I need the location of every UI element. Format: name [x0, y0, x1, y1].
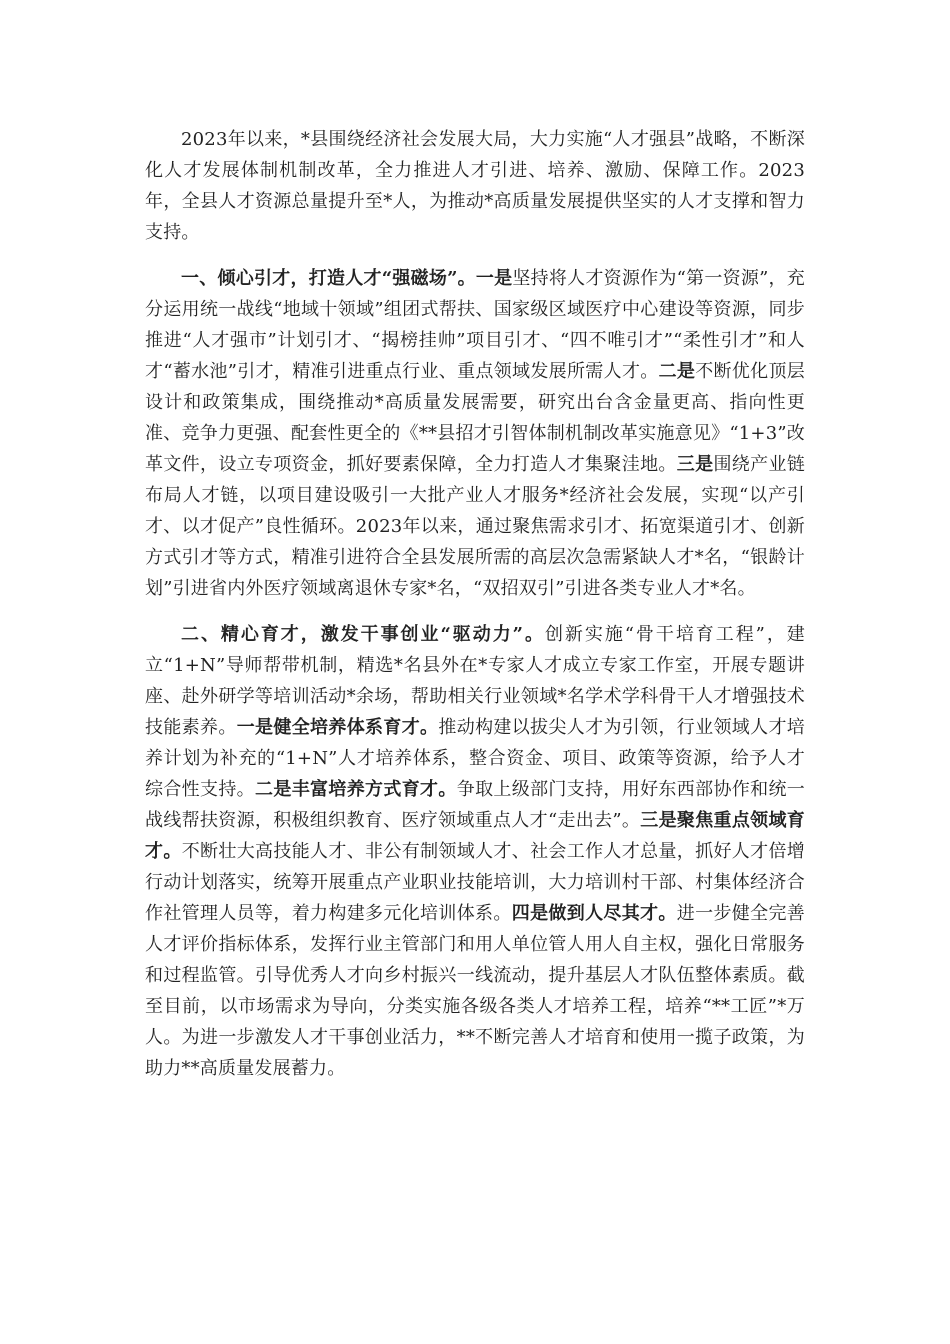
paragraph-intro — [145, 124, 805, 248]
section-two-intro-text: 创新实施“骨干培育工程”，建立“1+N”导师帮带机制，精选*名县外在*专家人才成立专家工作室，开展专题讲座、赴外研学等培训活动*余场，帮助相关行业领域*名学术学科骨干人才增强技术技能素养。 — [145, 624, 806, 738]
section-two-point-four-text: 进一步健全完善人才评价指标体系，发挥行业主管部门和用人单位管人用人自主权，强化日常服务和过程监管。引导优秀人才向乡村振兴一线流动，提升基层人才队伍整体素质。截至目前，以市场需求为导向，分类实施各级各类人才培养工程，培养“**工匠”*万人。为进一步激发人才干事创业活力，**不断完善人才培育和使用一揽子政策，为助力**高质量发展蓄力。 — [145, 903, 805, 1079]
section-one-point-one-text: 坚持将人才资源作为“第一资源”，充分运用统一战线“地域十领域”组团式帮扶、国家级区域医疗中心建设等资源，同步推进“人才强市”计划引才、“揭榜挂帅”项目引才、“四不唯引才”“柔性引才”和人才“蓄水池”引才，精准引进重点行业、重点领域发展所需人才。 — [145, 268, 805, 382]
section-two-point-three-label: 三是聚焦重点领域育才。 — [145, 810, 805, 862]
section-one-point-three-label: 三是 — [676, 454, 714, 475]
section-two-point-two-text: 争取上级部门支持，用好东西部协作和统一战线帮扶资源，积极组织教育、医疗领域重点人才“走出去”。 — [145, 779, 805, 831]
section-two-heading: 二、精心育才，激发干事创业“驱动力”。 — [181, 624, 545, 645]
section-two-point-one-text: 推动构建以拔尖人才为引领，行业领域人才培养计划为补充的“1+N”人才培养体系，整合资金、项目、政策等资源，给予人才综合性支持。 — [145, 717, 806, 800]
section-two-point-four-label: 四是做到人尽其才。 — [511, 903, 677, 924]
paragraph-section-one — [145, 263, 805, 604]
paragraph-section-two — [145, 619, 805, 1084]
section-two-point-three-text: 不断壮大高技能人才、非公有制领域人才、社会工作人才总量，抓好人才倍增行动计划落实，统筹开展重点产业职业技能培训，大力培训村干部、村集体经济合作社管理人员等，着力构建多元化培训体系。 — [145, 841, 806, 924]
section-two-point-one-label: 一是健全培养体系育才。 — [236, 717, 439, 738]
section-one-point-two-label: 二是 — [658, 361, 696, 382]
section-one-heading: 一、倾心引才，打造人才“强磁场”。 — [181, 268, 476, 289]
intro-text: 2023年以来，*县围绕经济社会发展大局，大力实施“人才强县”战略，不断深化人才发展体制机制改革，全力推进人才引进、培养、激励、保障工作。2023年，全县人才资源总量提升至*人，为推动*高质量发展提供坚实的人才支撑和智力支持。 — [145, 129, 805, 243]
section-one-point-three-text: 围绕产业链布局人才链，以项目建设吸引一大批产业人才服务*经济社会发展，实现“以产引才、以才促产”良性循环。2023年以来，通过聚焦需求引才、拓宽渠道引才、创新方式引才等方式，精准引进符合全县发展所需的高层次急需紧缺人才*名，“银龄计划”引进省内外医疗领域离退休专家*名，“双招双引”引进各类专业人才*名。 — [145, 454, 806, 599]
document-page — [145, 124, 805, 1099]
section-one-point-two-text: 不断优化顶层设计和政策集成，围绕推动*高质量发展需要，研究出台含金量更高、指向性更准、竞争力更强、配套性更全的《**县招才引智体制机制改革实施意见》“1+3”改革文件，设立专项资金，抓好要素保障，全力打造人才集聚洼地。 — [145, 361, 805, 475]
section-two-point-two-label: 二是丰富培养方式育才。 — [255, 779, 457, 800]
section-one-point-one-label: 一是 — [475, 268, 513, 289]
